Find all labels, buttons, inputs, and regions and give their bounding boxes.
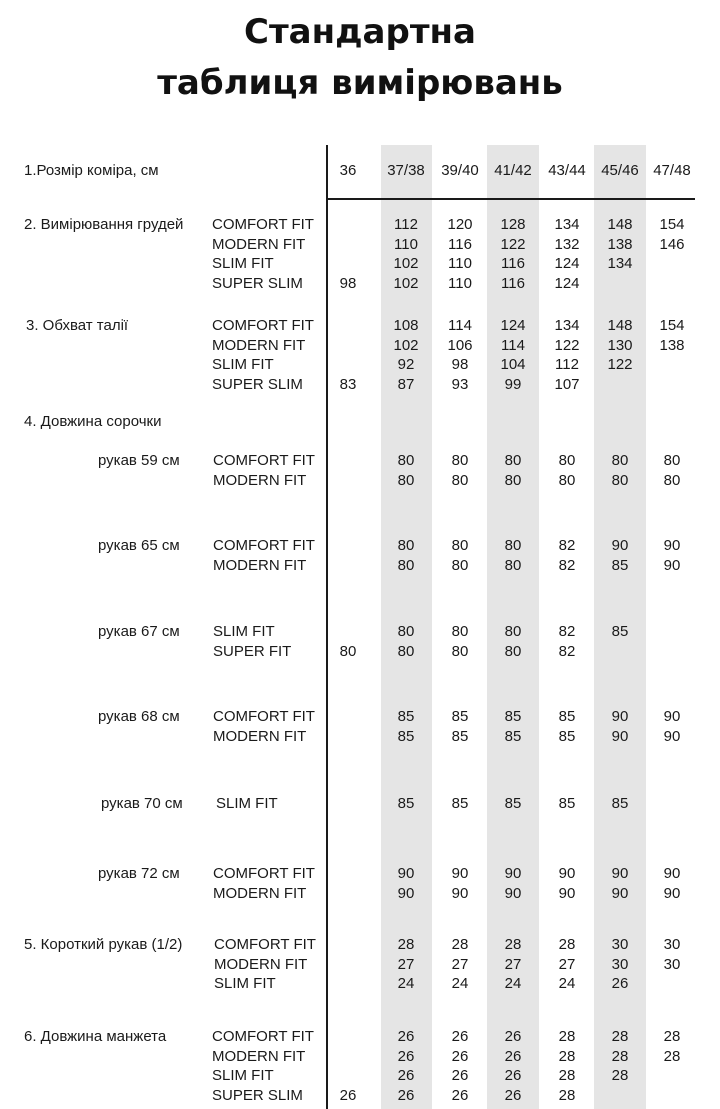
fit-label: SUPER SLIM: [212, 274, 303, 292]
table-cell: 85: [504, 708, 522, 725]
fit-label: MODERN FIT: [212, 336, 306, 354]
table-cell: 80: [397, 537, 415, 554]
table-cell: 120: [447, 216, 473, 233]
table-cell: 80: [397, 623, 415, 640]
table-cell: 26: [451, 1047, 469, 1065]
table-cell: 85: [558, 727, 576, 745]
table-cell: 90: [663, 727, 681, 745]
table-cell: 116: [501, 274, 525, 292]
table-cell: 130: [607, 336, 633, 354]
table-cell: 26: [397, 1067, 415, 1084]
section-label: 4. Довжина сорочки: [24, 413, 162, 430]
table-cell: 26: [397, 1028, 415, 1045]
size-header-cell: 43/44: [548, 162, 586, 179]
header-divider-horizontal: [328, 198, 695, 200]
section-label: рукав 70 см: [101, 795, 183, 812]
collar-size-label: 1.Розмір коміра, см: [24, 162, 159, 179]
table-cell: 124: [554, 255, 580, 272]
table-cell: 93: [451, 375, 469, 393]
table-cell: 28: [611, 1047, 629, 1065]
fit-label: COMFORT FIT: [214, 936, 316, 953]
table-cell: 26: [504, 1086, 522, 1104]
table-cell: 28: [558, 1067, 576, 1084]
table-cell: 28: [611, 1067, 629, 1084]
fit-label: COMFORT FIT: [213, 452, 315, 469]
table-cell: 104: [500, 356, 526, 373]
table-cell: 28: [611, 1028, 629, 1045]
fit-label: COMFORT FIT: [213, 865, 315, 882]
table-cell: 102: [393, 255, 419, 272]
table-cell: 90: [611, 884, 629, 902]
table-cell: 90: [663, 865, 681, 882]
table-cell: 80: [397, 642, 415, 660]
table-cell: 90: [397, 884, 415, 902]
fit-label: SLIM FIT: [212, 255, 274, 272]
table-cell: 90: [451, 865, 469, 882]
section-label: рукав 65 см: [98, 537, 180, 554]
section-label: рукав 68 см: [98, 708, 180, 725]
table-cell: 122: [500, 235, 526, 253]
table-cell: 27: [451, 955, 469, 973]
table-cell: 90: [611, 865, 629, 882]
table-cell: 102: [393, 274, 419, 292]
table-cell: 85: [558, 795, 576, 812]
table-cell: 80: [339, 642, 357, 660]
table-cell: 24: [397, 975, 415, 992]
table-cell: 90: [663, 556, 681, 574]
table-cell: 134: [554, 216, 580, 233]
table-cell: 85: [611, 795, 629, 812]
section-label: рукав 59 см: [98, 452, 180, 469]
table-cell: 138: [659, 336, 685, 354]
section-label: рукав 72 см: [98, 865, 180, 882]
table-cell: 80: [558, 452, 576, 469]
table-cell: 90: [663, 708, 681, 725]
table-cell: 108: [393, 317, 419, 334]
table-cell: 85: [558, 708, 576, 725]
table-cell: 148: [607, 216, 633, 233]
table-cell: 134: [554, 317, 580, 334]
table-cell: 80: [451, 452, 469, 469]
table-cell: 28: [451, 936, 469, 953]
table-cell: 122: [607, 356, 633, 373]
table-cell: 80: [451, 537, 469, 554]
table-cell: 102: [393, 336, 419, 354]
table-cell: 114: [501, 336, 525, 354]
table-cell: 82: [558, 537, 576, 554]
table-cell: 80: [397, 452, 415, 469]
table-cell: 148: [607, 317, 633, 334]
table-cell: 30: [663, 936, 681, 953]
table-cell: 87: [397, 375, 415, 393]
table-cell: 82: [558, 623, 576, 640]
table-cell: 90: [451, 884, 469, 902]
table-cell: 85: [611, 623, 629, 640]
table-cell: 90: [504, 884, 522, 902]
fit-label: COMFORT FIT: [212, 216, 314, 233]
table-cell: 80: [504, 537, 522, 554]
table-cell: 85: [397, 708, 415, 725]
table-cell: 92: [397, 356, 415, 373]
fit-label: COMFORT FIT: [213, 537, 315, 554]
table-cell: 26: [339, 1086, 357, 1104]
page-title-line-1: Стандартна: [244, 12, 476, 52]
table-cell: 90: [663, 884, 681, 902]
table-cell: 28: [663, 1047, 681, 1065]
table-cell: 82: [558, 556, 576, 574]
table-cell: 90: [397, 865, 415, 882]
table-cell: 27: [558, 955, 576, 973]
table-cell: 80: [451, 471, 469, 489]
table-cell: 114: [448, 317, 472, 334]
table-cell: 85: [504, 727, 522, 745]
size-header-cell: 45/46: [601, 162, 639, 179]
fit-label: SUPER SLIM: [212, 1086, 303, 1104]
table-cell: 85: [611, 556, 629, 574]
table-cell: 26: [504, 1028, 522, 1045]
section-label: 3. Обхват талії: [26, 317, 129, 334]
table-cell: 26: [397, 1086, 415, 1104]
table-cell: 80: [663, 471, 681, 489]
section-label: 2. Вимірювання грудей: [24, 216, 184, 233]
table-cell: 27: [504, 955, 522, 973]
table-cell: 82: [558, 642, 576, 660]
fit-label: MODERN FIT: [212, 1047, 306, 1065]
table-cell: 28: [558, 1028, 576, 1045]
fit-label: SUPER FIT: [213, 642, 292, 660]
table-cell: 80: [451, 642, 469, 660]
size-header-cell: 37/38: [387, 162, 425, 179]
table-cell: 26: [451, 1028, 469, 1045]
table-cell: 26: [451, 1086, 469, 1104]
table-cell: 110: [448, 255, 472, 272]
fit-label: MODERN FIT: [213, 727, 307, 745]
size-header-cell: 41/42: [494, 162, 532, 179]
table-cell: 80: [397, 556, 415, 574]
table-cell: 110: [448, 274, 472, 292]
table-cell: 154: [659, 317, 685, 334]
table-cell: 24: [558, 975, 576, 992]
table-cell: 80: [504, 452, 522, 469]
table-cell: 28: [397, 936, 415, 953]
section-label: 5. Короткий рукав (1/2): [24, 936, 183, 953]
fit-label: MODERN FIT: [212, 235, 306, 253]
size-header-cell: 47/48: [653, 162, 691, 179]
table-cell: 90: [504, 865, 522, 882]
page-title-line-2: таблиця вимірювань: [157, 63, 563, 103]
table-cell: 154: [659, 216, 685, 233]
table-cell: 80: [504, 556, 522, 574]
table-cell: 90: [611, 708, 629, 725]
table-cell: 80: [451, 623, 469, 640]
table-cell: 90: [558, 865, 576, 882]
table-cell: 116: [501, 255, 525, 272]
table-cell: 80: [558, 471, 576, 489]
table-cell: 80: [504, 471, 522, 489]
table-cell: 80: [611, 452, 629, 469]
fit-label: COMFORT FIT: [212, 317, 314, 334]
table-cell: 80: [504, 623, 522, 640]
size-header-cell: 36: [339, 162, 357, 179]
table-cell: 122: [554, 336, 580, 354]
fit-label: COMFORT FIT: [213, 708, 315, 725]
table-cell: 28: [663, 1028, 681, 1045]
table-cell: 80: [397, 471, 415, 489]
table-cell: 28: [558, 1086, 576, 1104]
table-cell: 80: [611, 471, 629, 489]
table-cell: 85: [504, 795, 522, 812]
fit-label: SLIM FIT: [212, 356, 274, 373]
section-label: рукав 67 см: [98, 623, 180, 640]
table-cell: 132: [554, 235, 580, 253]
table-cell: 124: [500, 317, 526, 334]
table-cell: 27: [397, 955, 415, 973]
fit-label: SLIM FIT: [212, 1067, 274, 1084]
table-cell: 26: [504, 1047, 522, 1065]
fit-label: SUPER SLIM: [212, 375, 303, 393]
table-cell: 112: [555, 356, 579, 373]
table-cell: 85: [451, 795, 469, 812]
table-cell: 30: [663, 955, 681, 973]
table-cell: 107: [554, 375, 580, 393]
table-cell: 80: [451, 556, 469, 574]
table-cell: 26: [397, 1047, 415, 1065]
table-cell: 30: [611, 955, 629, 973]
table-cell: 128: [500, 216, 526, 233]
table-cell: 138: [607, 235, 633, 253]
table-cell: 116: [448, 235, 472, 253]
table-cell: 26: [451, 1067, 469, 1084]
table-cell: 90: [663, 537, 681, 554]
section-label: 6. Довжина манжета: [24, 1028, 167, 1045]
table-cell: 90: [611, 537, 629, 554]
table-cell: 26: [504, 1067, 522, 1084]
fit-label: SLIM FIT: [214, 975, 276, 992]
table-cell: 90: [558, 884, 576, 902]
table-cell: 28: [558, 1047, 576, 1065]
table-cell: 106: [447, 336, 473, 354]
table-cell: 110: [394, 235, 418, 253]
table-cell: 28: [558, 936, 576, 953]
table-cell: 24: [451, 975, 469, 992]
fit-label: SLIM FIT: [213, 623, 275, 640]
table-cell: 85: [451, 727, 469, 745]
table-cell: 99: [504, 375, 522, 393]
table-cell: 98: [339, 274, 357, 292]
table-cell: 80: [663, 452, 681, 469]
table-cell: 146: [659, 235, 685, 253]
fit-label: MODERN FIT: [214, 955, 308, 973]
size-header-cell: 39/40: [441, 162, 479, 179]
table-cell: 28: [504, 936, 522, 953]
table-cell: 124: [554, 274, 580, 292]
table-cell: 80: [504, 642, 522, 660]
table-cell: 83: [339, 375, 357, 393]
table-cell: 24: [504, 975, 522, 992]
table-cell: 85: [397, 795, 415, 812]
fit-label: COMFORT FIT: [212, 1028, 314, 1045]
table-cell: 85: [397, 727, 415, 745]
fit-label: SLIM FIT: [216, 795, 278, 812]
table-cell: 30: [611, 936, 629, 953]
table-cell: 26: [611, 975, 629, 992]
table-cell: 112: [394, 216, 418, 233]
fit-label: MODERN FIT: [213, 471, 307, 489]
table-cell: 98: [451, 356, 469, 373]
table-cell: 90: [611, 727, 629, 745]
fit-label: MODERN FIT: [213, 884, 307, 902]
table-cell: 85: [451, 708, 469, 725]
fit-label: MODERN FIT: [213, 556, 307, 574]
table-cell: 134: [607, 255, 633, 272]
